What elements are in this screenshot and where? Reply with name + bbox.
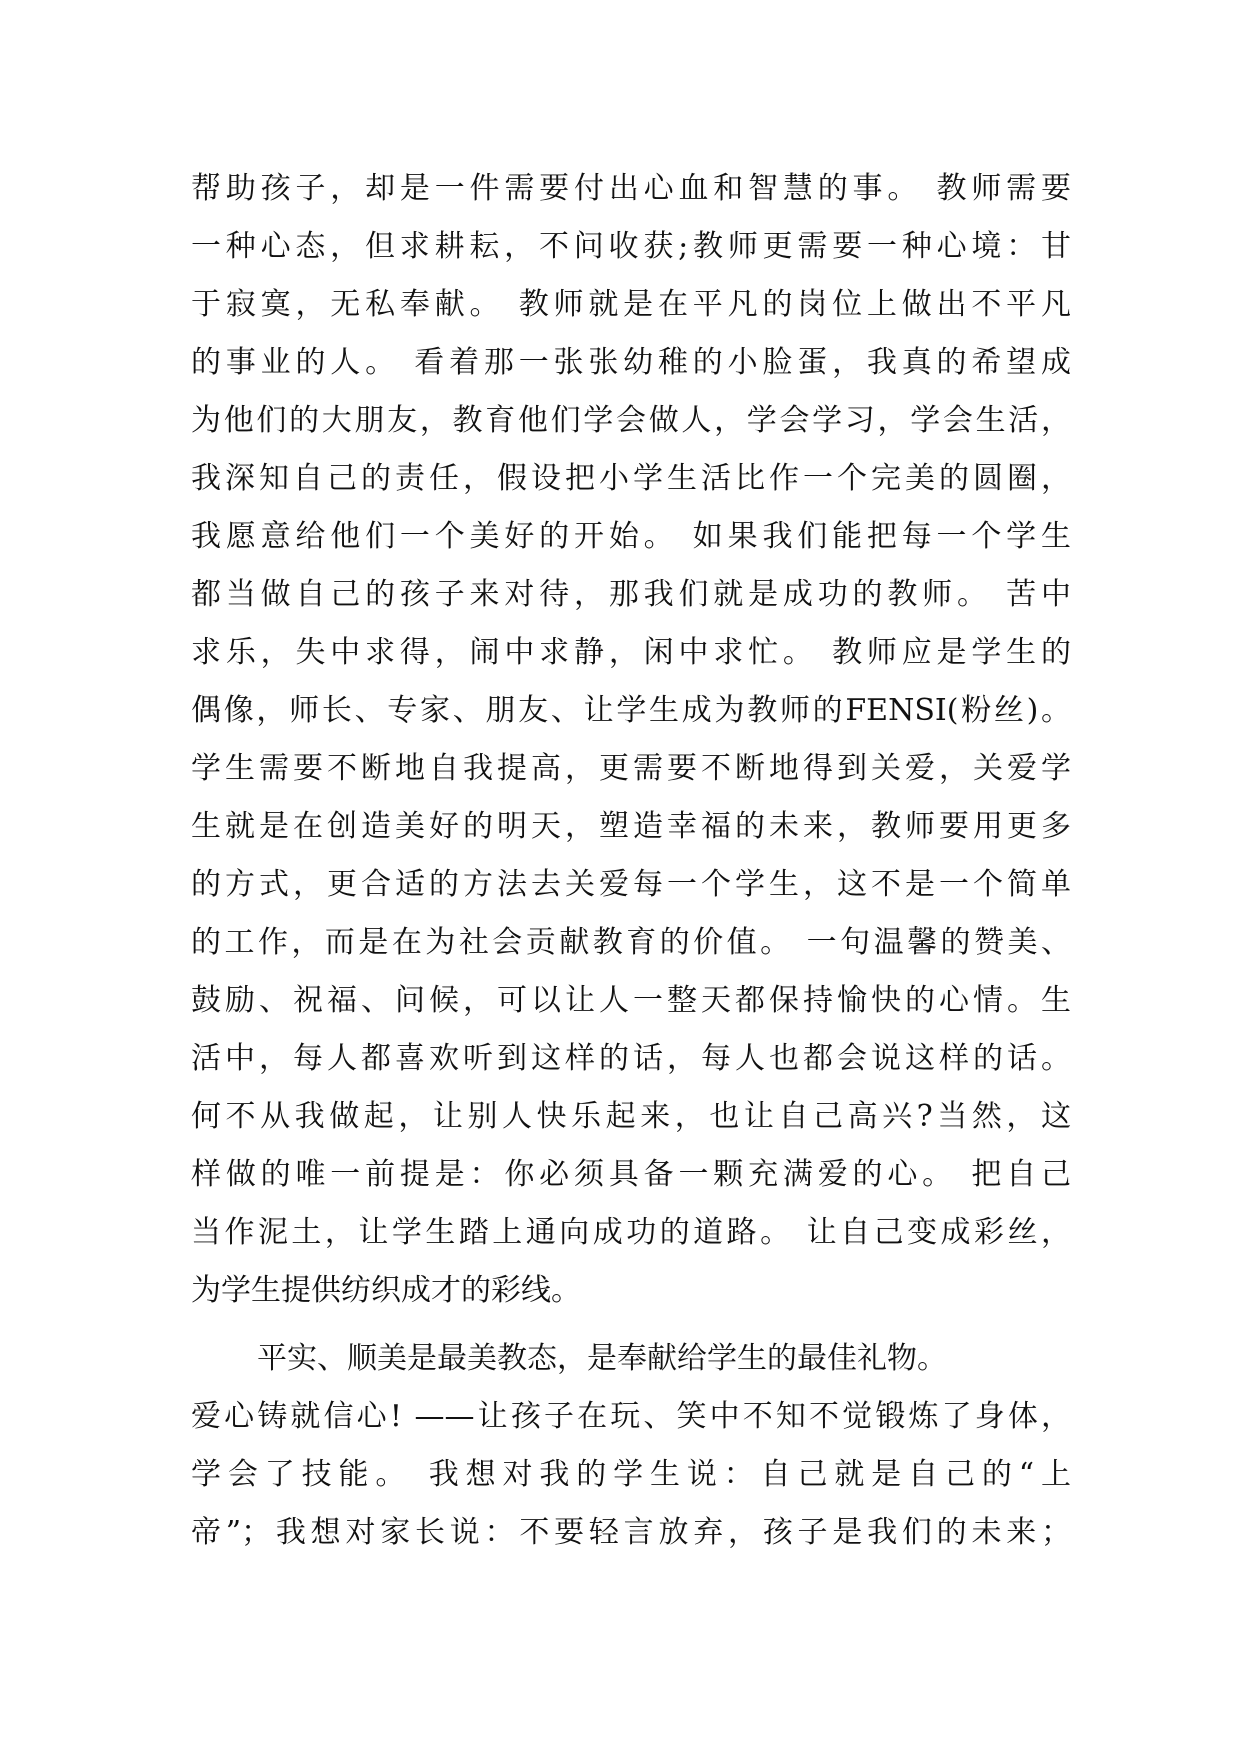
paragraph-2-line-1: 平实、顺美是最美教态，是奉献给学生的最佳礼物。 [257,1341,947,1376]
paragraph-1-line-16: 活中，每人都喜欢听到这样的话，每人也都会说这样的话。 [191,1041,1071,1076]
paragraph-1-line-10: 偶像，师长、专家、朋友、让学生成为教师的FENSI(粉丝)。 [191,693,1071,728]
paragraph-1-line-4: 的事业的人。 看着那一张张幼稚的小脸蛋，我真的希望成 [191,345,1071,380]
paragraph-1-line-5: 为他们的大朋友，教育他们学会做人，学会学习，学会生活， [191,403,1071,438]
paragraph-1-line-1: 帮助孩子，却是一件需要付出心血和智慧的事。 教师需要 [191,171,1071,206]
paragraph-1-line-9: 求乐，失中求得，闹中求静，闲中求忙。 教师应是学生的 [191,635,1071,670]
paragraph-2-line-2: 爱心铸就信心! ——让孩子在玩、笑中不知不觉锻炼了身体， [191,1399,1071,1434]
paragraph-2-line-4: 帝”；我想对家长说：不要轻言放弃，孩子是我们的未来； [191,1515,1071,1550]
paragraph-1-line-6: 我深知自己的责任，假设把小学生活比作一个完美的圆圈， [191,461,1071,496]
paragraph-1-line-3: 于寂寞，无私奉献。 教师就是在平凡的岗位上做出不平凡 [191,287,1071,322]
paragraph-1-line-2: 一种心态，但求耕耘，不问收获;教师更需要一种心境：甘 [191,229,1071,264]
paragraph-2-line-3: 学会了技能。 我想对我的学生说：自己就是自己的“上 [191,1457,1071,1492]
paragraph-1-line-11: 学生需要不断地自我提高，更需要不断地得到关爱，关爱学 [191,751,1071,786]
paragraph-gap [191,1320,1071,1330]
paragraph-1-line-13: 的方式，更合适的方法去关爱每一个学生，这不是一个简单 [191,867,1071,902]
paragraph-1-line-20: 为学生提供纺织成才的彩线。 [191,1273,581,1308]
paragraph-1-line-17: 何不从我做起，让别人快乐起来，也让自己高兴?当然，这 [191,1099,1071,1134]
document-body [191,160,1071,1562]
paragraph-1-line-8: 都当做自己的孩子来对待，那我们就是成功的教师。 苦中 [191,577,1071,612]
paragraph-1-line-19: 当作泥土，让学生踏上通向成功的道路。 让自己变成彩丝， [191,1215,1071,1250]
paragraph-1-line-7: 我愿意给他们一个美好的开始。 如果我们能把每一个学生 [191,519,1071,554]
paragraph-1-line-14: 的工作，而是在为社会贡献教育的价值。 一句温馨的赞美、 [191,925,1071,960]
paragraph-1-line-18: 样做的唯一前提是：你必须具备一颗充满爱的心。 把自己 [191,1157,1071,1192]
paragraph-1-line-15: 鼓励、祝福、问候，可以让人一整天都保持愉快的心情。生 [191,983,1071,1018]
paragraph-1-line-12: 生就是在创造美好的明天，塑造幸福的未来，教师要用更多 [191,809,1071,844]
